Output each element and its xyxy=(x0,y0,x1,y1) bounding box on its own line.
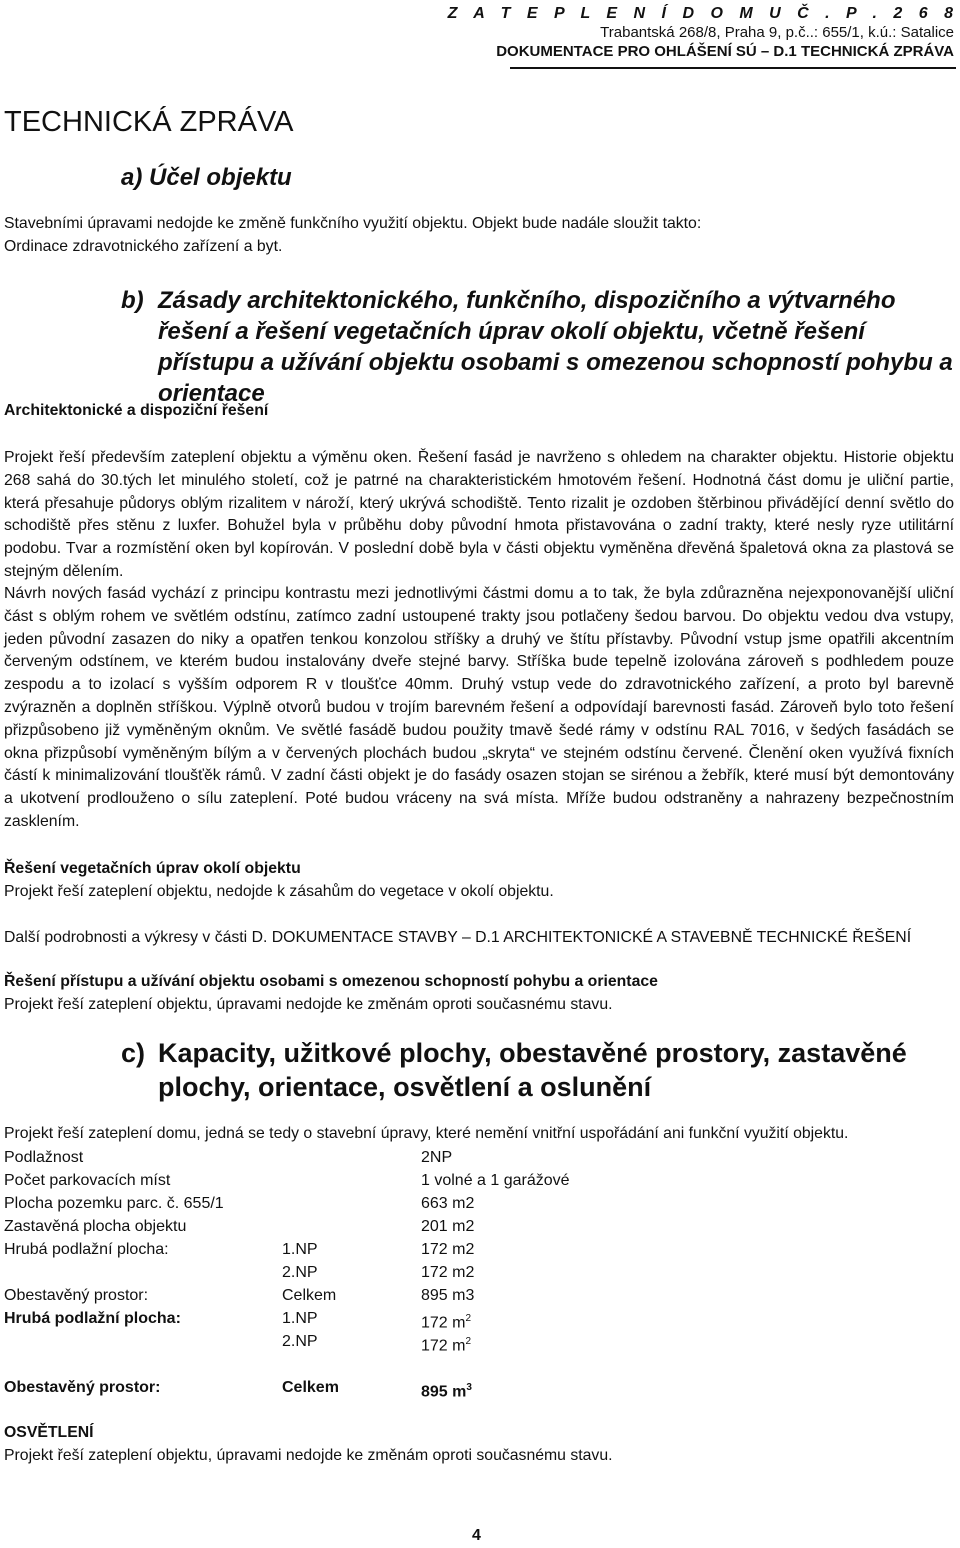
header-address: Trabantská 268/8, Praha 9, p.č..: 655/1, k.ú.: Satalice xyxy=(600,24,954,41)
row-label: Počet parkovacích míst xyxy=(4,1172,171,1189)
header-document: DOKUMENTACE PRO OHLÁŠENÍ SÚ – D.1 TECHNICKÁ ZPRÁVA xyxy=(496,43,954,60)
subheading-vegetation: Řešení vegetačních úprav okolí objektu xyxy=(4,860,301,877)
paragraph-facade-design: Návrh nových fasád vychází z principu kontrastu mezi jednotlivými částmi domu a to tak, že byla zdůrazněna nejexponovanější uliční část s oblým rohem ve světlém odstínu, zatímco zadní ustoupené trakty jsou potlačeny šedou barvou. Do objektu vedou dva vstupy, jeden původní zasazen do niky a opatřen tenkou konzolou stříšky a druhý ve štítu přístavby. Původní vstup jsme opatřili akcentním červeným odstínem, ve kterém budou instalovány dveře stejné barvy. Stříška bude tepelně izolována zároveň s podhledem pouze zespodu a to izolací s vyšším odporem R v tloušťce 40mm. Druhý vstup vede do zdravotnického zařízení, a proto byl barevně zvýrazněn a doplněn stříškou. Výplně otvorů budou v trojím barevném řešení a odpovídají barevnosti fasád. Zároveň bylo toto řešení přizpůsobeno již vyměněným oknům. Ve světlé fasádě budou použity tmavě šedé rámy v odstínu RAL 7016, v šedých fasádách se okna přizpůsobí vyměněným bílým a v červených plochách budou „skryta“ ve stejném odstínu červené. Členění oken využívá fixních částí k minimalizování tloušťěk rámů. V zadní části objekt je do fasády osazen stojan se sirénou a žebřík, které musí být demontovány a ukotvení prodlouženo o sílu zateplení. Poté budou vráceny na svá místa. Mříže budou odstraněny a nahrazeny bezpečnostním zasklením. xyxy=(4,585,954,830)
section-a-title: Účel objektu xyxy=(149,164,292,191)
row-value: 201 m2 xyxy=(421,1218,475,1235)
row-value: 1 volné a 1 garážové xyxy=(421,1172,570,1189)
row-floor: 2.NP xyxy=(282,1333,318,1350)
row-value-text: 172 m xyxy=(421,1314,466,1332)
paragraph-capacities: Projekt řeší zateplení domu, jedná se tedy o stavební úpravy, které nemění vnitřní uspořádání ani funkční využití objektu. xyxy=(4,1125,849,1142)
row-floor: Celkem xyxy=(282,1287,337,1304)
section-c-label: c) xyxy=(121,1038,146,1068)
page-header xyxy=(447,4,959,61)
row-value-sup: 2 xyxy=(465,1336,472,1347)
row-label: Plocha pozemku parc. č. 655/1 xyxy=(4,1195,224,1212)
row-label: Podlažnost xyxy=(4,1149,84,1166)
paragraph-architecture: Projekt řeší především zateplení objektu a výměnu oken. Řešení fasád je navrženo s ohledem na charakter objektu. Historie objektu 268 sahá do 30.tých let minulého století, což je patrné na charakteristickém hmotovém řešení. Hodnotná část domu je uliční partie, která přesahuje půdorys oblým rizalitem v nároží, který ukrývá schodiště. Tento rizalit je ozdoben štěrbinou přivádějící denní světlo do schodiště přes stěnu z luxfer. Bohužel byla v průběhu doby původní hmota přistavována o zadní trakty, které nesly ryze utilitární podobu. Tvar a rozmístění oken byl kopírován. V poslední době byla v části objektu vyměněna dřevěná špaletová okna za plastová se stejným dělením. xyxy=(4,449,954,580)
subheading-access: Řešení přístupu a užívání objektu osobami s omezenou schopností pohybu a orientace xyxy=(4,973,658,990)
row-value xyxy=(421,1376,472,1403)
row-value: 172 m2 xyxy=(421,1241,475,1258)
row-value-sup: 3 xyxy=(466,1382,472,1393)
header-project: Z A T E P L E N Í D O M U Č . P . 2 6 8 xyxy=(447,5,959,22)
row-floor: 1.NP xyxy=(282,1241,318,1258)
page-title: TECHNICKÁ ZPRÁVA xyxy=(4,106,294,138)
row-floor: 1.NP xyxy=(282,1310,318,1327)
section-b-title: Zásady architektonického, funkčního, dispozičního a výtvarného řešení a řešení vegetačních úprav okolí objektu, včetně řešení přístupu a užívání objektu osobami s omezenou schopností pohybu a orientace xyxy=(158,287,953,407)
row-value-text: 172 m xyxy=(421,1337,466,1355)
section-b-label: b) xyxy=(121,287,144,314)
row-label: Hrubá podlažní plocha: xyxy=(4,1310,181,1327)
paragraph-lighting: Projekt řeší zateplení objektu, úpravami nedojde ke změnám oproti současnému stavu. xyxy=(4,1447,613,1464)
section-b-heading xyxy=(121,285,959,409)
row-value: 2NP xyxy=(421,1149,453,1166)
section-a-heading xyxy=(121,162,292,193)
row-value-sup: 2 xyxy=(465,1313,472,1324)
row-value-text: 895 m xyxy=(421,1383,467,1401)
row-label: Obestavěný prostor: xyxy=(4,1287,149,1304)
row-value: 172 m2 xyxy=(421,1264,475,1281)
page-number: 4 xyxy=(472,1527,481,1544)
subheading-architecture: Architektonické a dispoziční řešení xyxy=(4,402,269,419)
section-a-label: a) xyxy=(121,164,143,191)
row-label: Hrubá podlažní plocha: xyxy=(4,1241,169,1258)
header-rule xyxy=(510,67,956,69)
row-value: 663 m2 xyxy=(421,1195,475,1212)
section-c-heading xyxy=(121,1036,953,1104)
paragraph-details: Další podrobnosti a výkresy v části D. DOKUMENTACE STAVBY – D.1 ARCHITEKTONICKÉ A STAVEBNĚ TECHNICKÉ ŘEŠENÍ xyxy=(4,929,912,946)
paragraph-access: Projekt řeší zateplení objektu, úpravami nedojde ke změnám oproti současnému stavu. xyxy=(4,996,613,1013)
subheading-lighting: OSVĚTLENÍ xyxy=(4,1424,94,1441)
section-a-text: Stavebními úpravami nedojde ke změně funkčního využití objektu. Objekt bude nadále sloužit takto: Ordinace zdravotnického zařízení a byt. xyxy=(4,215,702,255)
section-c-title: Kapacity, užitkové plochy, obestavěné prostory, zastavěné plochy, orientace, osvětlení a oslunění xyxy=(158,1038,907,1102)
paragraph-vegetation: Projekt řeší zateplení objektu, nedojde k zásahům do vegetace v okolí objektu. xyxy=(4,883,554,900)
row-label: Obestavěný prostor: xyxy=(4,1379,161,1396)
row-floor: Celkem xyxy=(282,1379,339,1396)
row-floor: 2.NP xyxy=(282,1264,318,1281)
row-value xyxy=(421,1330,471,1357)
row-value: 895 m3 xyxy=(421,1287,475,1304)
row-label: Zastavěná plocha objektu xyxy=(4,1218,187,1235)
